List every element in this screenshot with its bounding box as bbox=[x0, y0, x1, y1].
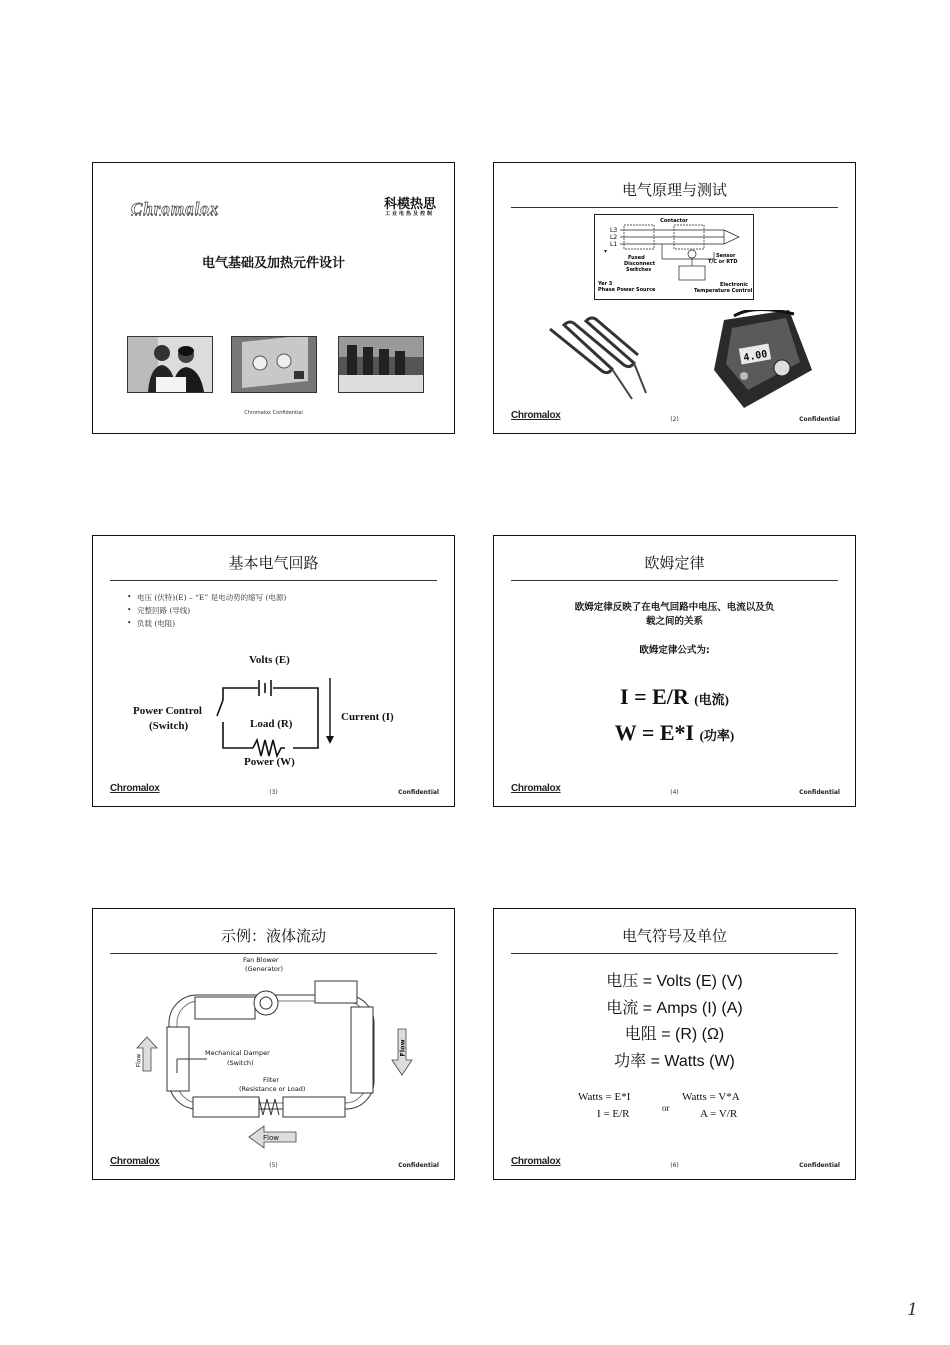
unit-resistance-en: = (R) (Ω) bbox=[656, 1026, 725, 1043]
circuit-diagram bbox=[594, 214, 754, 300]
unit-power-en: = Watts (W) bbox=[646, 1053, 735, 1070]
watts-formula-right: Watts = V*A bbox=[682, 1091, 740, 1103]
flow-label-right: Flow bbox=[398, 1039, 407, 1057]
control-label-2: Temperature Control bbox=[694, 288, 753, 294]
current-formula bbox=[494, 684, 855, 710]
control-label-1: Electronic bbox=[720, 282, 749, 288]
chromalox-logo: Chromalox bbox=[131, 199, 220, 218]
slide-6 bbox=[493, 908, 856, 1180]
unit-resistance bbox=[494, 1021, 855, 1044]
brand-cn: 科模热思 bbox=[383, 197, 436, 212]
title-rule bbox=[511, 580, 838, 581]
unit-voltage-cn: 电压 bbox=[606, 971, 639, 990]
fused-label-3: Switches bbox=[626, 267, 652, 273]
slide-title: 电气基础及加热元件设计 bbox=[201, 256, 345, 271]
source-label-2: Phase Power Source bbox=[598, 287, 656, 293]
title-rule bbox=[110, 953, 437, 954]
confidential-label: Confidential bbox=[398, 1162, 439, 1169]
slide-title: 欧姆定律 bbox=[644, 554, 705, 572]
slide-title: 示例：液体流动 bbox=[220, 927, 326, 945]
confidential-label: Confidential bbox=[398, 789, 439, 796]
title-rule bbox=[511, 207, 838, 208]
current-arrow bbox=[325, 676, 335, 746]
slide-4 bbox=[493, 535, 856, 807]
title-rule bbox=[511, 953, 838, 954]
slide-title: 电气原理与测试 bbox=[621, 181, 727, 199]
ohm-description-line1: 欧姆定律反映了在电气回路中电压、电流以及负 bbox=[574, 602, 775, 613]
chromalox-logo: Chromalox bbox=[110, 1156, 160, 1167]
damper-switch-label: (Switch) bbox=[227, 1059, 254, 1067]
meter-reading: 4.00 bbox=[742, 348, 769, 364]
chromalox-logo: Chromalox bbox=[110, 783, 160, 794]
slide-number: (6) bbox=[670, 1162, 679, 1169]
current-formula-text: I = E/R bbox=[620, 684, 689, 709]
l2-label: L2 bbox=[610, 234, 618, 241]
slide-number: (3) bbox=[269, 789, 278, 796]
filter-label: Filter bbox=[263, 1076, 280, 1084]
title-rule bbox=[110, 580, 437, 581]
slide-3 bbox=[92, 535, 455, 807]
power-label: Power (W) bbox=[244, 756, 295, 768]
generator-label: (Generator) bbox=[245, 965, 284, 973]
heating-element-image bbox=[542, 311, 652, 403]
source-label-1: Yer 3 bbox=[598, 281, 613, 287]
sensor-label-1: Sensor bbox=[716, 253, 736, 259]
ohm-description-line2: 载之间的关系 bbox=[645, 616, 703, 627]
bullet-2: • 完整回路 (导线) bbox=[137, 605, 190, 616]
chromalox-logo: Chromalox bbox=[511, 1156, 561, 1167]
unit-current-en: = Amps (I) (A) bbox=[638, 1000, 743, 1017]
formula-intro: 欧姆定律公式为: bbox=[639, 645, 710, 656]
load-label: Load (R) bbox=[250, 718, 293, 730]
watts-formula-left: Watts = E*I bbox=[578, 1091, 631, 1103]
current-formula-left: I = E/R bbox=[597, 1108, 630, 1120]
bullet-1: • 电压 (伏特)(E) – “E” 是电动势的缩写 (电源) bbox=[137, 592, 286, 603]
confidential-label: Confidential bbox=[799, 789, 840, 796]
power-control-label: Power Control bbox=[133, 705, 202, 717]
slide-1 bbox=[92, 162, 455, 434]
current-label: Current (I) bbox=[341, 711, 394, 723]
confidential-footer: Chromalox Confidential bbox=[244, 410, 303, 416]
people-photo bbox=[127, 336, 213, 393]
slide-title: 电气符号及单位 bbox=[621, 927, 727, 945]
unit-power bbox=[494, 1048, 855, 1071]
fan-blower-label: Fan Blower bbox=[243, 956, 279, 964]
fluid-flow-diagram bbox=[163, 977, 383, 1122]
l1-label: L1 bbox=[610, 241, 618, 248]
contactor-label: Contactor bbox=[660, 218, 688, 224]
slide-2 bbox=[493, 162, 856, 434]
brand-sub: 工业电热及控制 bbox=[384, 211, 434, 217]
unit-resistance-cn: 电阻 bbox=[624, 1024, 657, 1043]
insulation-tester-image bbox=[694, 310, 814, 410]
flow-label-left: Flow bbox=[135, 1053, 143, 1068]
slide-number: (2) bbox=[670, 416, 679, 423]
sensor-label-2: T/C or RTD bbox=[708, 259, 738, 265]
chromalox-logo: Chromalox bbox=[511, 783, 561, 794]
slide-5 bbox=[92, 908, 455, 1180]
power-formula-note: (功率) bbox=[699, 728, 735, 743]
chromalox-logo: Chromalox bbox=[511, 410, 561, 421]
power-formula-text: W = E*I bbox=[614, 720, 695, 745]
amps-formula-right: A = V/R bbox=[700, 1108, 738, 1120]
fused-label-2: Disconnect bbox=[624, 261, 656, 267]
slide-number: (5) bbox=[269, 1162, 278, 1169]
or-label: or bbox=[662, 1103, 670, 1113]
current-formula-note: (电流) bbox=[694, 692, 729, 707]
switch-label: (Switch) bbox=[149, 720, 189, 732]
confidential-label: Confidential bbox=[799, 416, 840, 423]
control-panel-photo bbox=[231, 336, 317, 393]
l3-label: L3 bbox=[610, 227, 618, 234]
fused-label-1: Fused bbox=[628, 255, 645, 261]
power-formula bbox=[494, 720, 855, 746]
unit-power-cn: 功率 bbox=[614, 1051, 647, 1070]
meeting-room-photo bbox=[338, 336, 424, 393]
resistance-label: (Resistance or Load) bbox=[239, 1085, 306, 1093]
slide-title: 基本电气回路 bbox=[228, 554, 319, 572]
bullet-3: • 负载 (电阻) bbox=[137, 618, 175, 629]
slide-number: (4) bbox=[670, 789, 679, 796]
unit-current bbox=[494, 995, 855, 1018]
unit-voltage-en: = Volts (E) (V) bbox=[638, 973, 743, 990]
unit-current-cn: 电流 bbox=[606, 998, 639, 1017]
damper-label: Mechanical Damper bbox=[205, 1049, 270, 1057]
confidential-label: Confidential bbox=[799, 1162, 840, 1169]
flow-label-bottom: Flow bbox=[263, 1134, 279, 1142]
unit-voltage bbox=[494, 968, 855, 991]
page-number: 1 bbox=[907, 1300, 918, 1320]
volts-label: Volts (E) bbox=[249, 654, 290, 666]
